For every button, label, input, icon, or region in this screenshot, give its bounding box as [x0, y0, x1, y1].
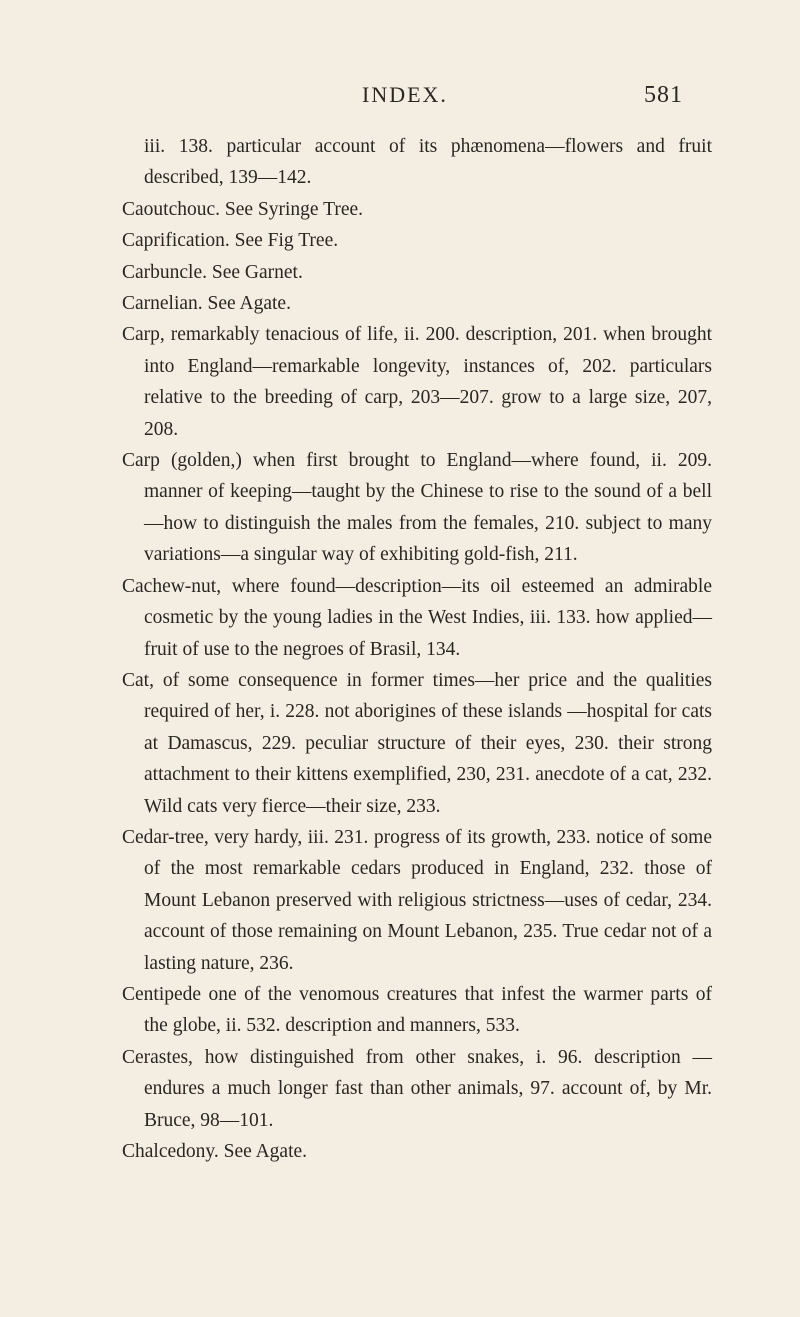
index-entries [122, 131, 712, 1167]
index-entry-centipede: Centipede one of the venomous creatures that infest the warmer parts of the globe, ii. 532. description and manners, 533. [122, 983, 712, 1037]
index-entry-cerastes: Cerastes, how distinguished from other snakes, i. 96. description — endures a much longer fast than other animals, 97. account of, by Mr. Bruce, 98—101. [122, 1046, 712, 1131]
page-number: 581 [644, 82, 683, 108]
running-title: INDEX. [362, 82, 448, 107]
index-entry-continuation: iii. 138. particular account of its phænomena—flowers and fruit described, 139—142. [144, 136, 712, 189]
page-header [0, 82, 800, 122]
index-entry-cedar-tree: Cedar-tree, very hardy, iii. 231. progress of its growth, 233. notice of some of the most remarkable cedars produced in England, 232. those of Mount Lebanon preserved with religious strictness—uses of cedar, 234. account of those remaining on Mount Lebanon, 235. True cedar not of a lasting nature, 236. [122, 826, 712, 974]
index-entry-caoutchouc: Caoutchouc. See Syringe Tree. [122, 198, 364, 220]
index-entry-caprification: Caprification. See Fig Tree. [122, 230, 339, 252]
index-entry-carbuncle: Carbuncle. See Garnet. [122, 261, 303, 283]
index-entry-cachew-nut: Cachew-nut, where found—description—its oil esteemed an admirable cosmetic by the young ladies in the West Indies, iii. 133. how applied—fruit of use to the negroes of Brasil, 134. [122, 575, 712, 660]
index-entry-carnelian: Carnelian. See Agate. [122, 293, 291, 315]
index-entry-carp-golden: Carp (golden,) when first brought to England—where found, ii. 209. manner of keeping—taught by the Chinese to rise to the sound of a bell—how to distinguish the males from the females, 210. subject to many variations—a singular way of exhibiting gold-fish, 211. [122, 450, 712, 566]
index-entry-carp: Carp, remarkably tenacious of life, ii. 200. description, 201. when brought into England—remarkable longevity, instances of, 202. particulars relative to the breeding of carp, 203—207. grow to a large size, 207, 208. [122, 324, 712, 440]
index-entry-chalcedony: Chalcedony. See Agate. [122, 1141, 308, 1162]
index-entry-cat: Cat, of some consequence in former times—her price and the qualities required of her, i. 228. not aborigines of these islands —hospital for cats at Damascus, 229. peculiar structure of their eyes, 230. their strong attachment to their kittens exemplified, 230, 231. anecdote of a cat, 232. Wild cats very fierce—their size, 233. [122, 669, 712, 817]
